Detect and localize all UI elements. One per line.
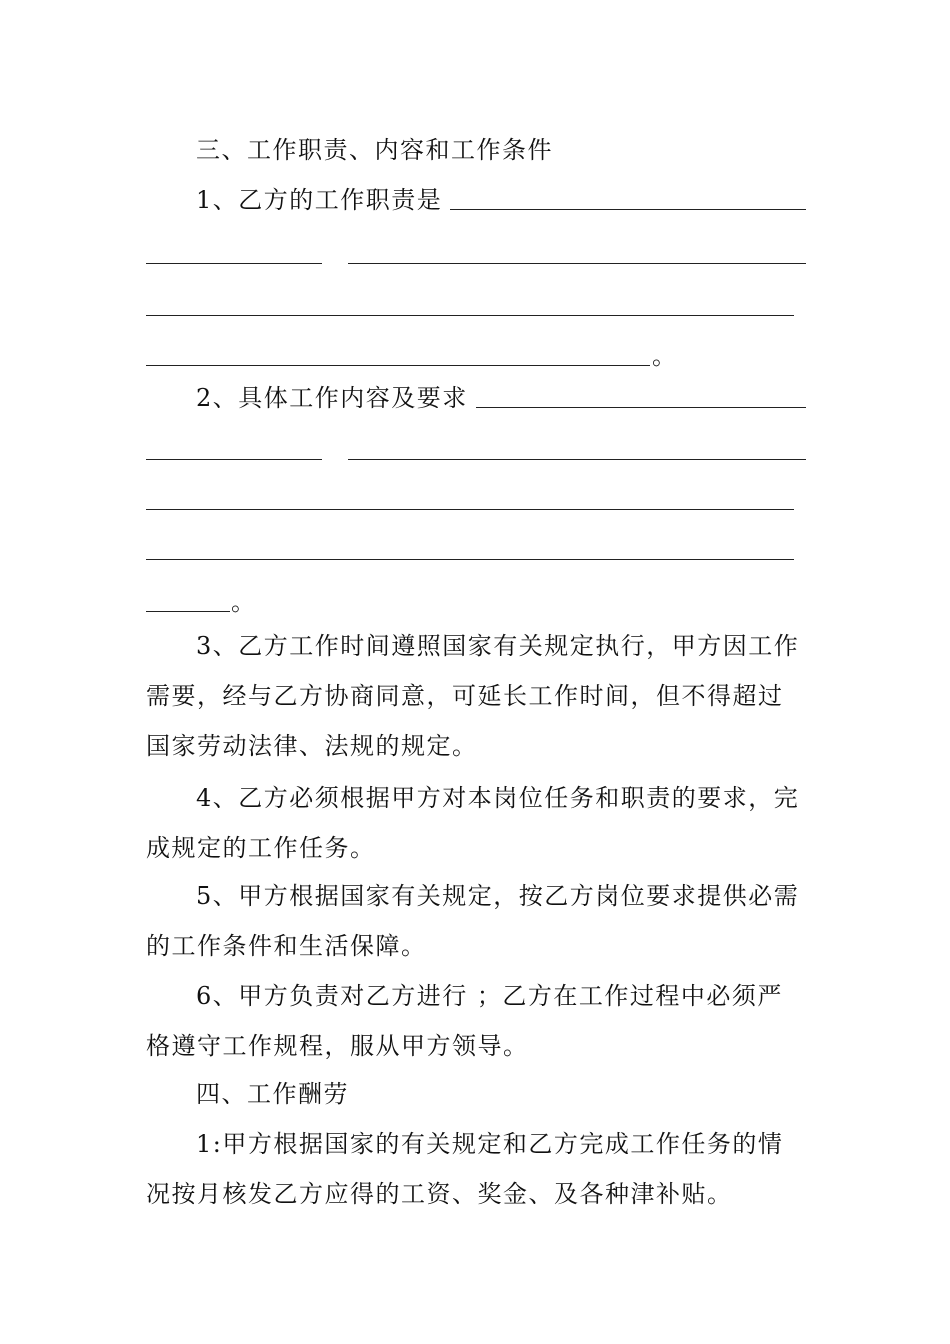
fill-blank	[348, 263, 806, 264]
section-heading-4	[0, 1076, 950, 1112]
paragraph-text: 5、甲方根据国家有关规定，按乙方岗位要求提供必需	[196, 882, 800, 910]
fill-blank	[146, 365, 650, 366]
fill-blank	[146, 315, 794, 316]
paragraph-text: 格遵守工作规程，服从甲方领导。	[146, 1032, 529, 1060]
paragraph-text: 1:甲方根据国家的有关规定和乙方完成工作任务的情	[196, 1130, 784, 1158]
item-2-label: 2、具体工作内容及要求	[196, 384, 468, 412]
item-1-line	[0, 182, 950, 218]
paragraph-text: 成规定的工作任务。	[146, 834, 376, 862]
fill-blank	[146, 263, 322, 264]
fill-blank	[476, 407, 806, 408]
blank-line	[0, 288, 950, 324]
paragraph-text: 3、乙方工作时间遵照国家有关规定执行，甲方因工作	[196, 632, 800, 660]
period-mark: 。	[231, 588, 255, 616]
fill-blank	[146, 611, 230, 612]
item-4-line-2	[0, 830, 950, 866]
blank-line	[0, 532, 950, 568]
item-6-line-2	[0, 1028, 950, 1064]
paragraph-text: 的工作条件和生活保障。	[146, 932, 427, 960]
fill-blank	[146, 559, 794, 560]
fill-blank	[146, 459, 322, 460]
item-6-line-1	[0, 978, 950, 1014]
fill-blank	[348, 459, 806, 460]
section-heading-text: 四、工作酬劳	[196, 1080, 349, 1108]
blank-line-end	[0, 584, 950, 620]
item-3-line-2	[0, 678, 950, 714]
item-4-line-1	[0, 780, 950, 816]
fill-blank	[450, 209, 806, 210]
period-mark: 。	[652, 342, 676, 370]
pay-item-1-line-1	[0, 1126, 950, 1162]
pay-item-1-line-2	[0, 1176, 950, 1212]
blank-line	[0, 236, 950, 272]
item-5-line-2	[0, 928, 950, 964]
blank-line	[0, 482, 950, 518]
section-heading-text: 三、工作职责、内容和工作条件	[196, 136, 553, 164]
item-3-line-3	[0, 728, 950, 764]
item-2-line	[0, 380, 950, 416]
blank-line	[0, 432, 950, 468]
blank-line-end	[0, 338, 950, 374]
paragraph-text: 6、甲方负责对乙方进行 ；乙方在工作过程中必须严	[196, 982, 783, 1010]
fill-blank	[146, 509, 794, 510]
section-heading-3	[0, 132, 950, 168]
paragraph-text: 况按月核发乙方应得的工资、奖金、及各种津补贴。	[146, 1180, 733, 1208]
item-5-line-1	[0, 878, 950, 914]
paragraph-text: 国家劳动法律、法规的规定。	[146, 732, 478, 760]
item-1-label: 1、乙方的工作职责是	[196, 186, 443, 214]
paragraph-text: 需要，经与乙方协商同意，可延长工作时间，但不得超过	[146, 682, 784, 710]
item-3-line-1	[0, 628, 950, 664]
paragraph-text: 4、乙方必须根据甲方对本岗位任务和职责的要求，完	[196, 784, 800, 812]
